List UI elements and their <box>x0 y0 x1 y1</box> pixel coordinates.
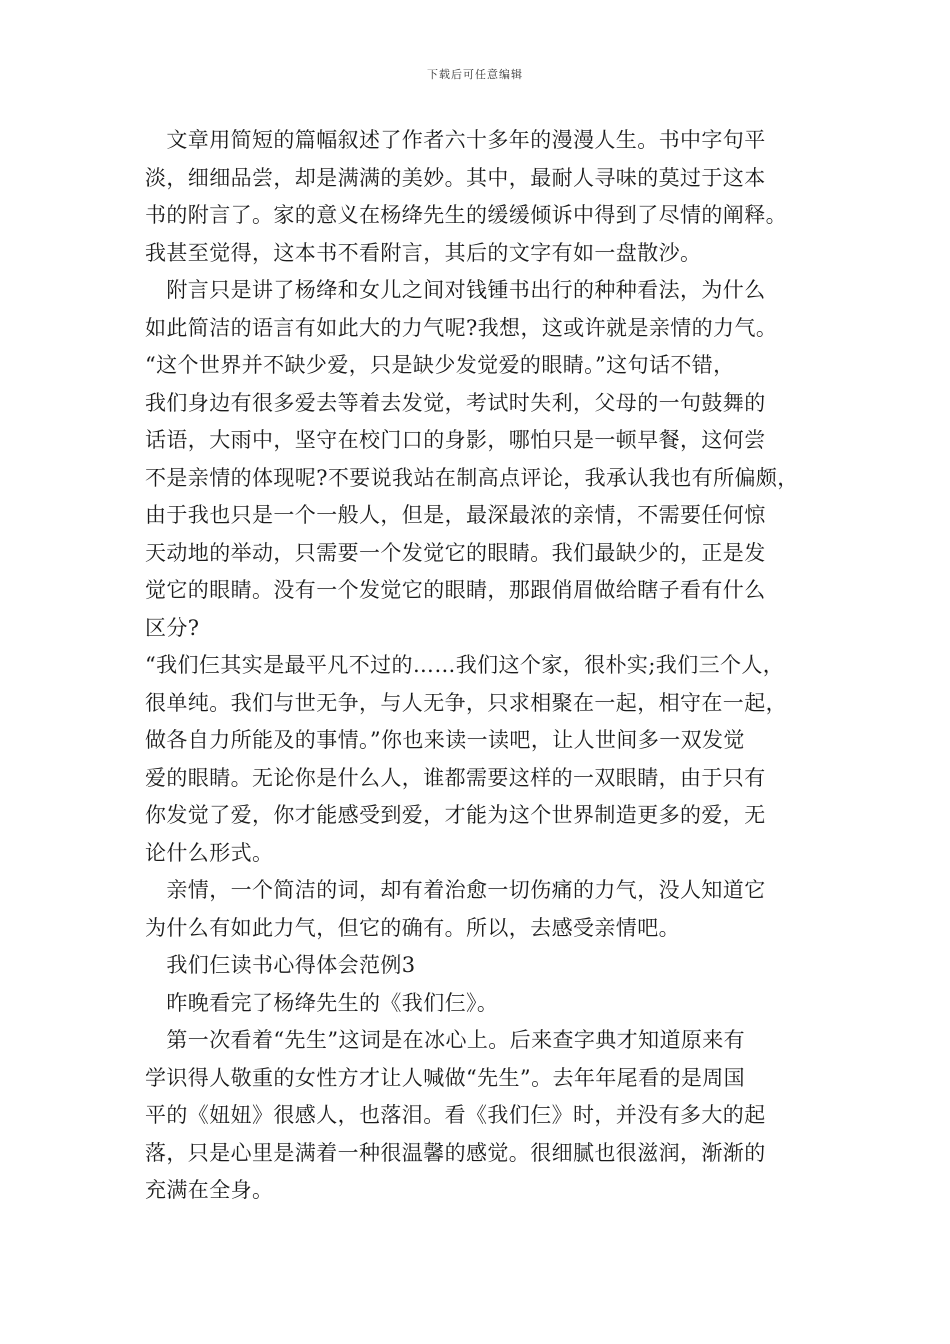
text-line: 由于我也只是一个一般人，但是，最深最浓的亲情，不需要任何惊 <box>145 503 766 527</box>
section-heading: 我们仨读书心得体会范例3 <box>145 953 416 977</box>
page-header: 下载后可任意编辑 <box>427 68 523 81</box>
text-line: 第一次看着“先生”这词是在冰心上。后来查字典才知道原来有 <box>145 1028 746 1052</box>
text-line: 为什么有如此力气，但它的确有。所以，去感受亲情吧。 <box>145 915 680 940</box>
text-line: 我们身边有很多爱去等着去发觉，考试时失利，父母的一句鼓舞的 <box>145 390 766 415</box>
text-line: 区分? <box>145 615 200 640</box>
text-line: 充满在全身。 <box>145 1178 274 1202</box>
text-line: 学识得人敬重的女性方才让人喊做“先生”。去年年尾看的是周国 <box>145 1065 746 1090</box>
text-line: 话语，大雨中，坚守在校门口的身影，哪怕只是一顿早餐，这何尝 <box>145 428 766 452</box>
document-body <box>145 122 810 1210</box>
text-line: 不是亲情的体现呢?不要说我站在制高点评论，我承认我也有所偏颇， <box>145 465 799 490</box>
text-line: 做各自力所能及的事情。”你也来读一读吧，让人世间多一双发觉 <box>145 728 745 752</box>
text-line: “我们仨其实是最平凡不过的……我们这个家，很朴实;我们三个人， <box>145 653 785 677</box>
text-line: 天动地的举动，只需要一个发觉它的眼睛。我们最缺少的，正是发 <box>145 540 766 565</box>
text-line: 书的附言了。家的意义在杨绛先生的缓缓倾诉中得到了尽情的阐释。 <box>145 203 787 227</box>
text-line: 爱的眼睛。无论你是什么人，谁都需要这样的一双眼睛，由于只有 <box>145 765 766 790</box>
text-line: 论什么形式。 <box>145 840 274 865</box>
text-line: 平的《妞妞》很感人，也落泪。看《我们仨》时，并没有多大的起 <box>145 1103 766 1127</box>
text-line: 亲情，一个简洁的词，却有着治愈一切伤痛的力气，没人知道它 <box>145 878 766 902</box>
text-line: 很单纯。我们与世无争，与人无争，只求相聚在一起，相守在一起， <box>145 690 787 715</box>
text-line: 淡，细细品尝，却是满满的美妙。其中，最耐人寻味的莫过于这本 <box>145 165 766 190</box>
text-line: “这个世界并不缺少爱，只是缺少发觉爱的眼睛。”这句话不错， <box>145 353 735 377</box>
text-line: 文章用简短的篇幅叙述了作者六十多年的漫漫人生。书中字句平 <box>145 128 766 152</box>
text-line: 昨晚看完了杨绛先生的《我们仨》。 <box>145 990 499 1015</box>
text-line: 我甚至觉得，这本书不看附言，其后的文字有如一盘散沙。 <box>145 240 702 265</box>
text-line: 觉它的眼睛。没有一个发觉它的眼睛，那跟俏眉做给瞎子看有什么 <box>145 578 766 602</box>
text-line: 附言只是讲了杨绛和女儿之间对钱锺书出行的种种看法，为什么 <box>145 278 766 302</box>
text-line: 你发觉了爱，你才能感受到爱，才能为这个世界制造更多的爱，无 <box>145 803 766 827</box>
text-line: 落，只是心里是满着一种很温馨的感觉。很细腻也很滋润，渐渐的 <box>145 1140 766 1165</box>
text-line: 如此简洁的语言有如此大的力气呢?我想，这或许就是亲情的力气。 <box>145 315 778 340</box>
